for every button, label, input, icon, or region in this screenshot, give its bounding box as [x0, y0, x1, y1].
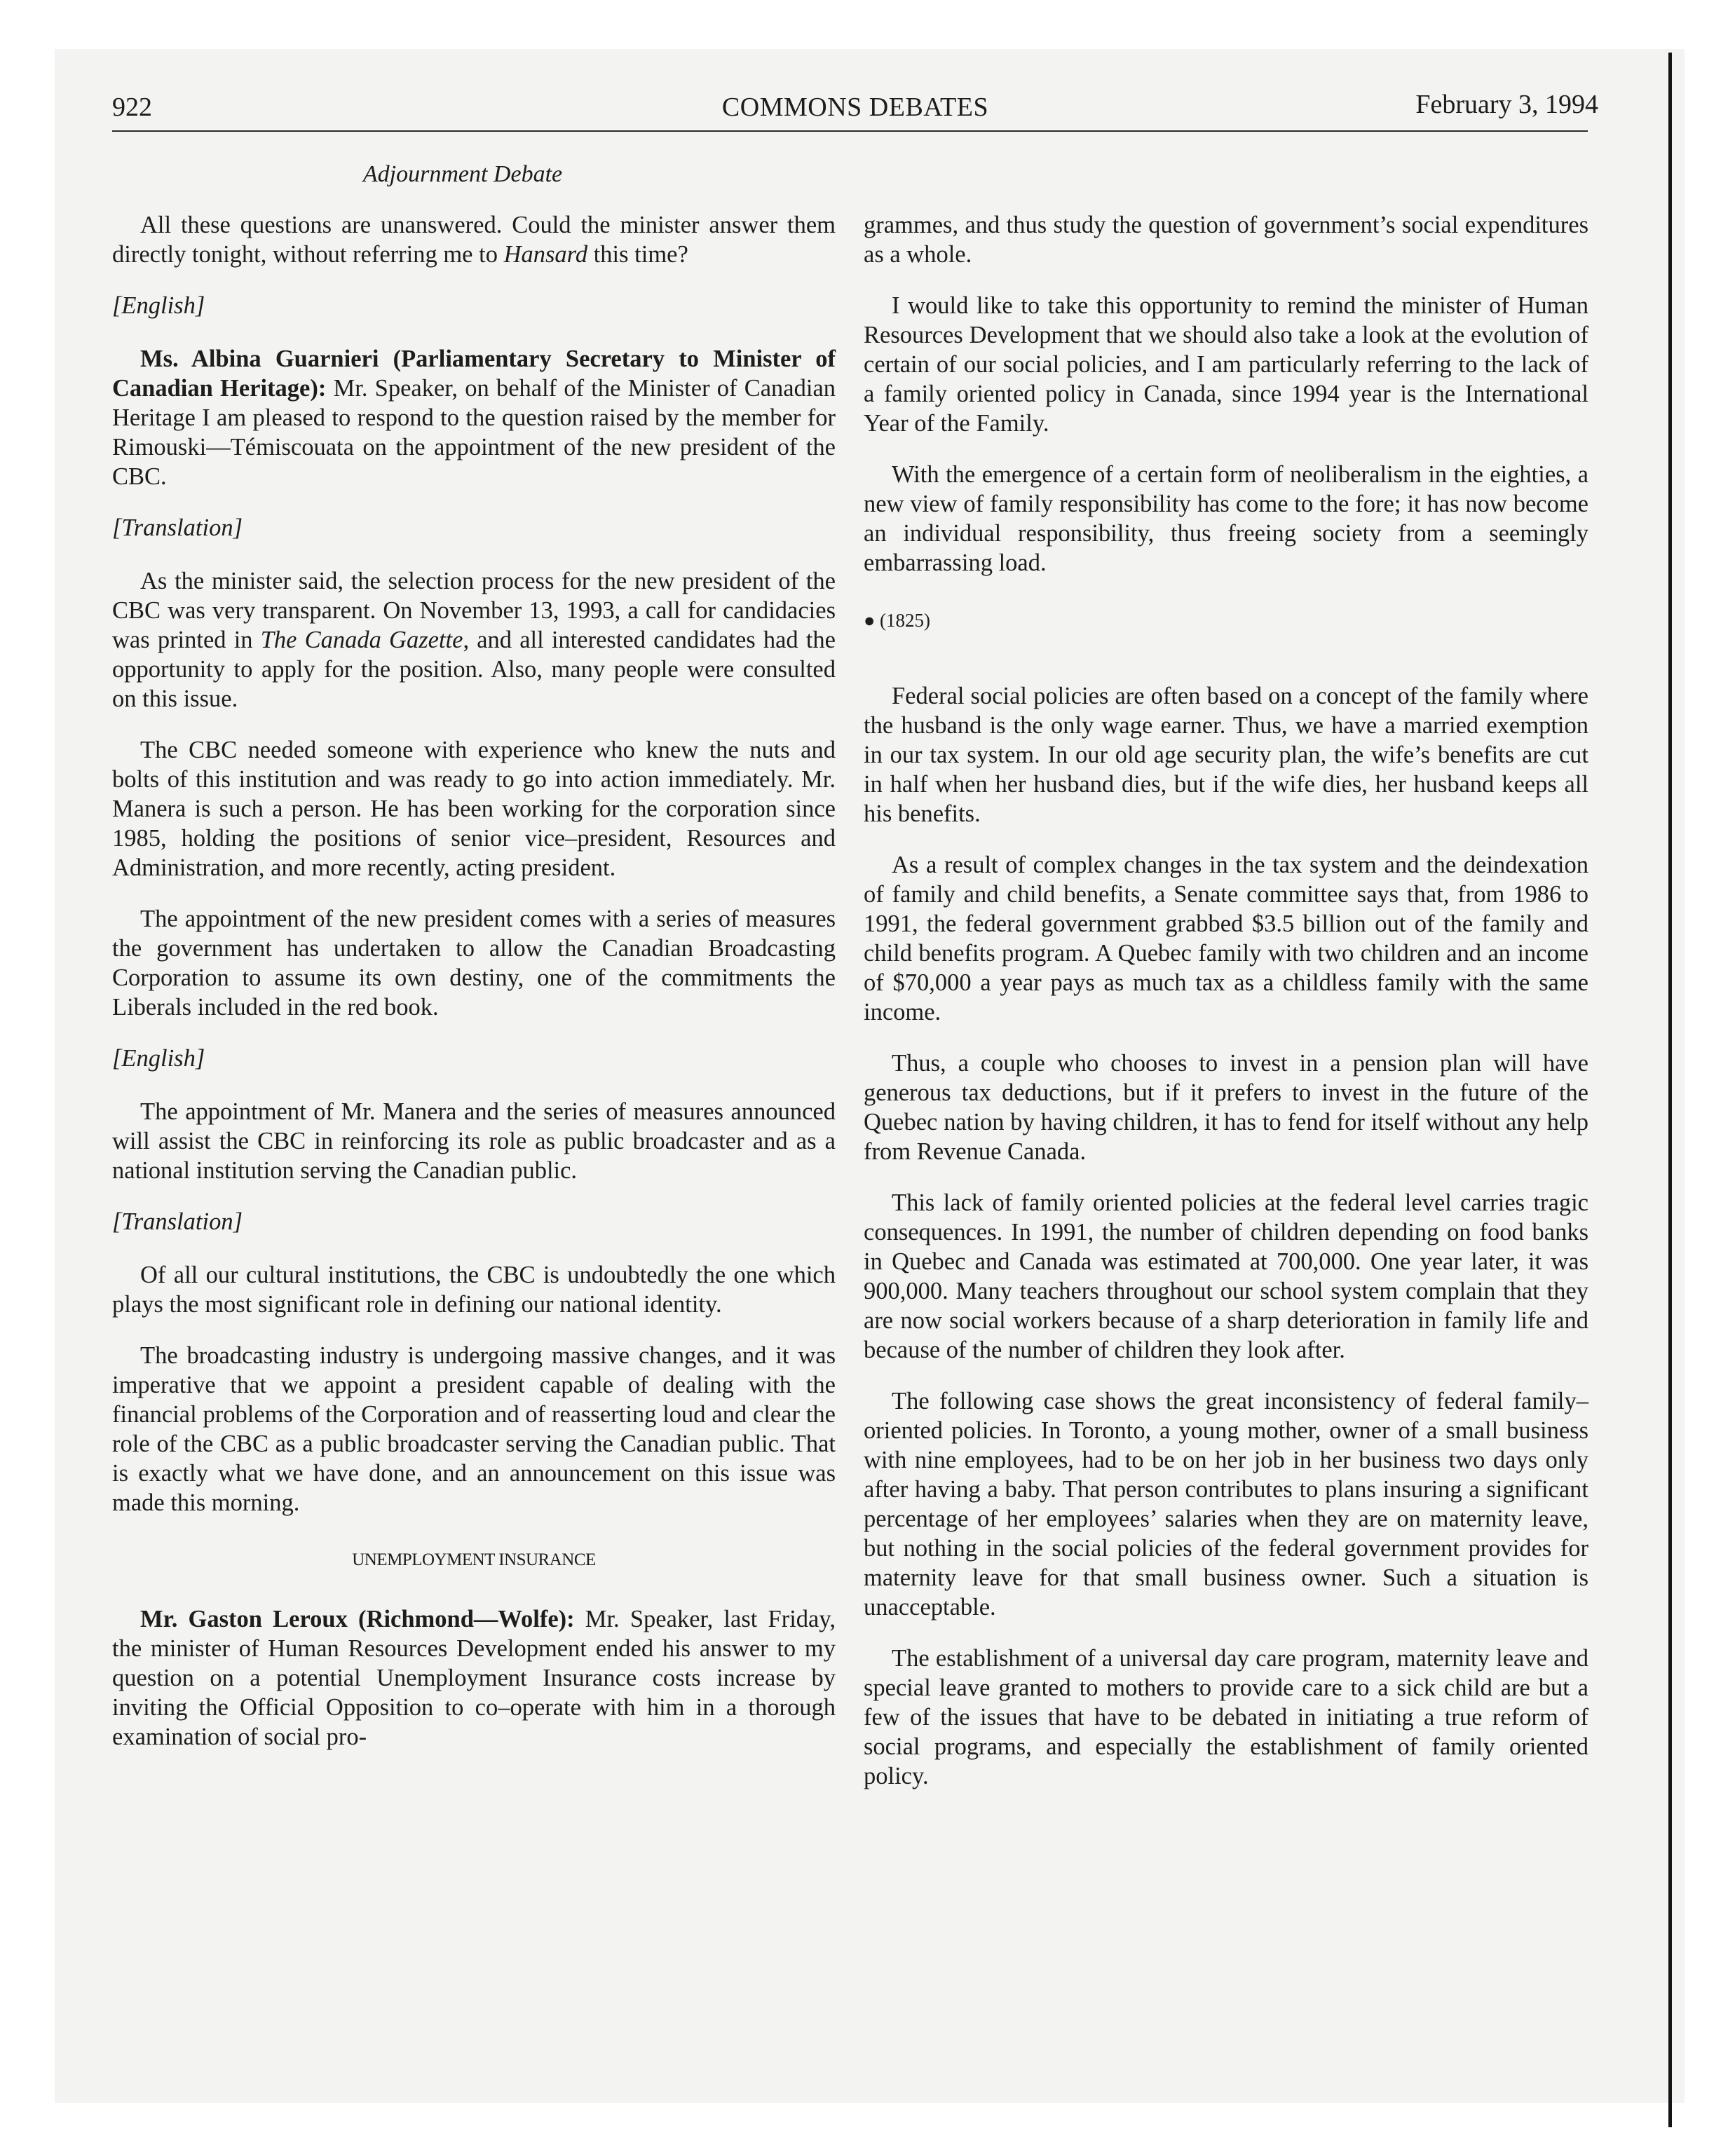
- language-tag: [Translation]: [112, 1208, 243, 1235]
- paragraph: I would like to take this opportunity to remind the minister of Human Resources Development that we should also take a look at the evolution of certain of our social policies, and I am particularly referring to the lack of a family oriented policy in Canada, since 1994 year is the International Year of the Family.: [864, 292, 1588, 437]
- paragraph: All these questions are unanswered. Could the minister answer them directly tonight, without referring me to Hansard this time?: [112, 212, 836, 268]
- paragraph: Thus, a couple who chooses to invest in a pension plan will have generous tax deductions, but if it prefers to invest in the future of the Quebec nation by having children, it has to fend for itself without any help from Revenue Canada.: [864, 1050, 1588, 1165]
- paragraph: This lack of family oriented policies at the federal level carries tragic consequences. In 1991, the number of children depending on food banks in Quebec and Canada was estimated at 700,000. One year later, it was 900,000. Many teachers throughout our school system complain that they are now social workers because of a sharp deterioration in family life and because of the number of children they look after.: [864, 1189, 1588, 1363]
- publication-name: The Canada Gazette: [260, 627, 463, 653]
- paragraph-continued: grammes, and thus study the question of government’s social expenditures as a whole.: [864, 212, 1588, 268]
- paragraph: The broadcasting industry is undergoing massive changes, and it was imperative that we appoint a president capable of dealing with the financial problems of the Corporation and of reasserting loud and clear the role of the CBC as a public broadcaster serving the Canadian public. That is exactly what we have done, and an announcement on this issue was made this morning.: [112, 1342, 836, 1516]
- left-column: [112, 210, 836, 1773]
- speech-paragraph: Ms. Albina Guarnieri (Parliamentary Secretary to Minister of Canadian Heritage): Mr. Speaker, on behalf of the Minister of Canadian Heritage I am pleased to respond to the question raised by the member for Rimouski—Témiscouata on the appointment of the new president of the CBC.: [112, 346, 836, 490]
- paragraph: With the emergence of a certain form of neoliberalism in the eighties, a new view of family responsibility has come to the fore; it has now become an individual responsibility, thus freeing society from a seemingly embarrassing load.: [864, 461, 1588, 576]
- paragraph: The appointment of the new president comes with a series of measures the government has undertaken to allow the Canadian Broadcasting Corporation to assume its own destiny, one of the commitments the Liberals included in the red book.: [112, 906, 836, 1021]
- page-header: [112, 86, 1598, 128]
- publication-date: February 3, 1994: [1415, 90, 1598, 119]
- language-tag: [Translation]: [112, 514, 243, 541]
- language-tag: [English]: [112, 1045, 205, 1072]
- paragraph: The establishment of a universal day care program, maternity leave and special leave granted to mothers to provide care to a sick child are but a few of the issues that have to be debated in initiating a true reform of social programs, and especially the establishment of family oriented policy.: [864, 1645, 1588, 1789]
- speech-paragraph: Mr. Gaston Leroux (Richmond—Wolfe): Mr. Speaker, last Friday, the minister of Human Resources Development ended his answer to my question on a potential Unemployment Insurance costs increase by inviting the Official Opposition to co–operate with him in a thorough examination of social pro-: [112, 1606, 836, 1750]
- header-rule: [112, 130, 1588, 132]
- paragraph: Of all our cultural institutions, the CBC is undoubtedly the one which plays the most significant role in defining our national identity.: [112, 1262, 836, 1318]
- paragraph: The appointment of Mr. Manera and the series of measures announced will assist the CBC in reinforcing its role as public broadcaster and as a national institution serving the Canadian public.: [112, 1098, 836, 1184]
- paragraph: As the minister said, the selection process for the new president of the CBC was very transparent. On November 13, 1993, a call for candidacies was printed in The Canada Gazette, and all interested candidates had the opportunity to apply for the position. Also, many people were consulted on this issue.: [112, 568, 836, 712]
- right-column: [864, 210, 1588, 1813]
- speaker-name: Ms. Albina Guarnieri (Parliamentary Secretary to Minister of Canadian Heritage):: [112, 346, 836, 402]
- page-number: 922: [112, 93, 152, 122]
- speaker-name: Mr. Gaston Leroux (Richmond—Wolfe):: [140, 1606, 575, 1632]
- section-subheading: UNEMPLOYMENT INSURANCE: [352, 1550, 596, 1569]
- publication-title: COMMONS DEBATES: [721, 93, 989, 122]
- publication-name: Hansard: [503, 241, 588, 268]
- time-marker: ● (1825): [864, 610, 931, 631]
- paragraph: The CBC needed someone with experience who knew the nuts and bolts of this institution and was ready to go into action immediately. Mr. Manera is such a person. He has been working for the corporation since 1985, holding the positions of senior vice–president, Resources and Administration, and more recently, acting president.: [112, 737, 836, 881]
- paragraph: As a result of complex changes in the tax system and the deindexation of family and child benefits, a Senate committee says that, from 1986 to 1991, the federal government grabbed $3.5 billion out of the family and child benefits program. A Quebec family with two children and an income of $70,000 a year pays as much tax as a childless family with the same income.: [864, 852, 1588, 1025]
- paragraph: Federal social policies are often based on a concept of the family where the husband is the only wage earner. Thus, we have a married exemption in our tax system. In our old age security plan, the wife’s benefits are cut in half when her husband dies, but if the wife dies, her husband keeps all his benefits.: [864, 683, 1588, 827]
- page-edge-rule: [1668, 53, 1672, 2127]
- paragraph: The following case shows the great inconsistency of federal family–oriented policies. In Toronto, a young mother, owner of a small business with nine employees, had to be on her job in her business two days only after having a baby. That person contributes to plans insuring a significant percentage of her employees’ salaries when they are on maternity leave, but nothing in the social policies of the federal government provides for maternity leave for that small business owner. Such a situation is unacceptable.: [864, 1388, 1588, 1621]
- running-head: Adjournment Debate: [362, 161, 563, 187]
- language-tag: [English]: [112, 292, 205, 319]
